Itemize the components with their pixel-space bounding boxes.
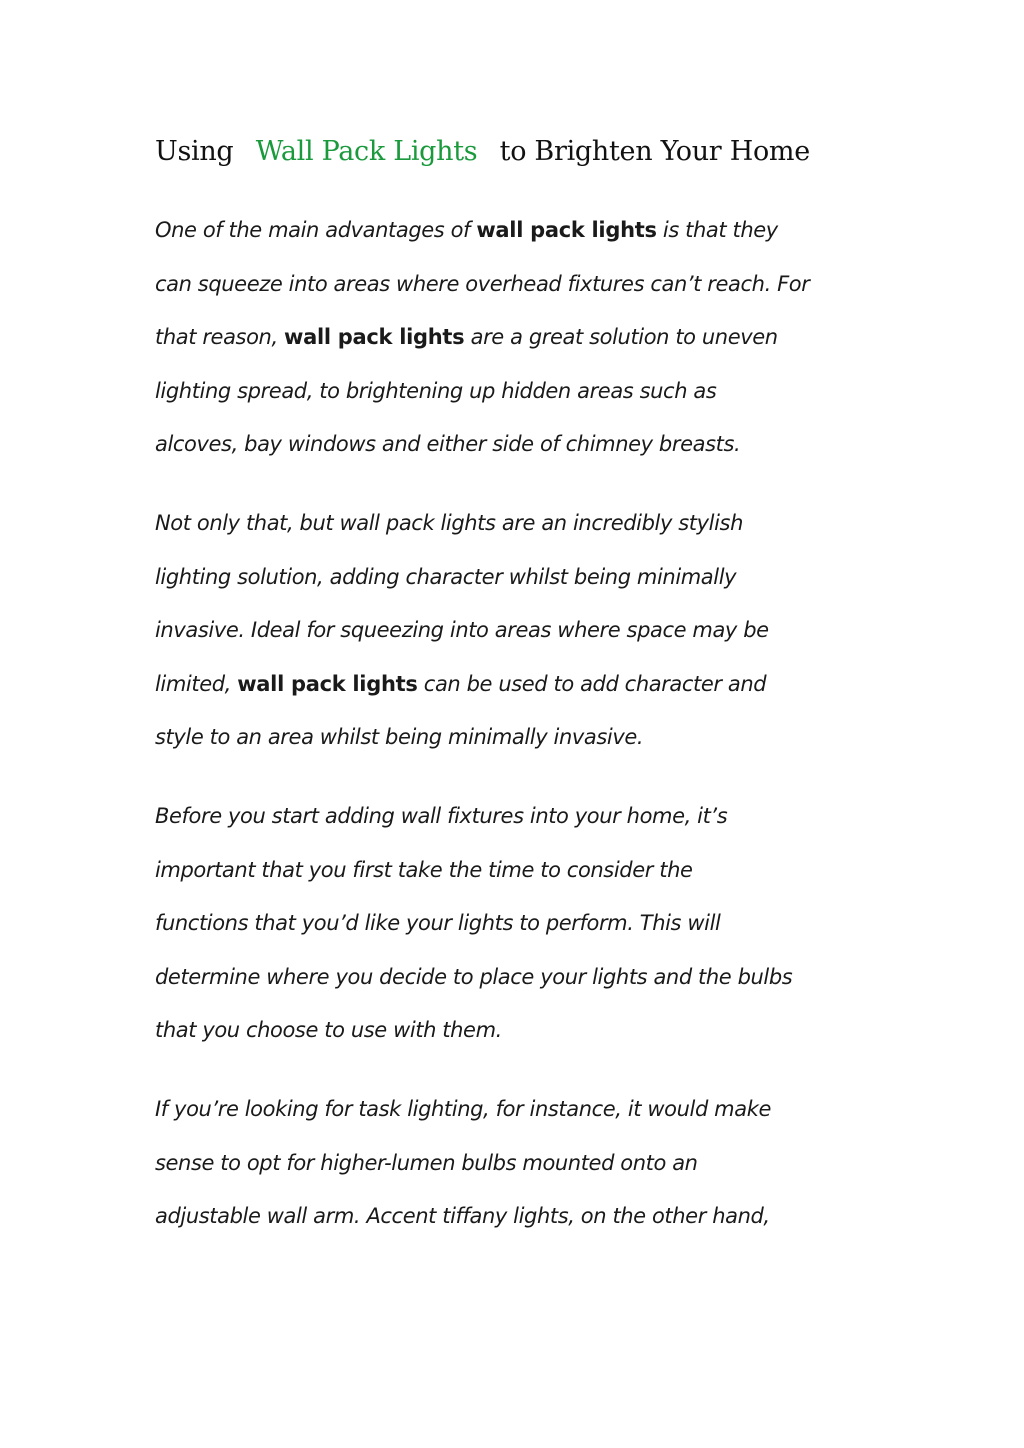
- paragraph-line: lighting solution, adding character whilst being minimally: [155, 564, 737, 589]
- title-lead: Using: [155, 136, 234, 167]
- bold-keyword: wall pack lights: [284, 325, 465, 350]
- paragraph-line: important that you first take the time to consider the: [155, 857, 693, 882]
- paragraph-line: functions that you’d like your lights to perform. This will: [155, 911, 721, 936]
- paragraph-line: Not only that, but wall pack lights are an incredibly stylish: [155, 511, 743, 535]
- paragraph-2: [155, 497, 875, 765]
- bold-keyword: wall pack lights: [476, 218, 657, 242]
- paragraph-line: that you choose to use with them.: [155, 1018, 502, 1043]
- paragraph-line: If you’re looking for task lighting, for instance, it would make: [155, 1097, 771, 1121]
- paragraph-line: limited, wall pack lights can be used to add character and: [155, 671, 767, 696]
- paragraph-4: [155, 1083, 875, 1244]
- paragraph-line: determine where you decide to place your lights and the bulbs: [155, 964, 793, 989]
- paragraph-1: [155, 204, 875, 472]
- paragraph-line: alcoves, bay windows and either side of chimney breasts.: [155, 432, 741, 457]
- title-tail: to Brighten Your Home: [499, 136, 810, 167]
- paragraph-line: sense to opt for higher-lumen bulbs mounted onto an: [155, 1150, 698, 1175]
- paragraph-line: adjustable wall arm. Accent tiffany lights, on the other hand,: [155, 1204, 770, 1229]
- paragraph-line: that reason, wall pack lights are a great solution to uneven: [155, 325, 778, 350]
- paragraph-line: Before you start adding wall fixtures into your home, it’s: [155, 804, 728, 828]
- paragraph-line: One of the main advantages of wall pack lights is that they: [155, 218, 778, 242]
- paragraph-line: lighting spread, to brightening up hidden areas such as: [155, 378, 717, 403]
- paragraph-line: style to an area whilst being minimally invasive.: [155, 725, 644, 750]
- paragraph-line: invasive. Ideal for squeezing into areas where space may be: [155, 618, 769, 643]
- paragraph-line: can squeeze into areas where overhead fixtures can’t reach. For: [155, 271, 810, 296]
- title-highlight-link[interactable]: Wall Pack Lights: [255, 136, 478, 167]
- bold-keyword: wall pack lights: [237, 671, 418, 696]
- paragraph-3: [155, 790, 875, 1058]
- document-title: [155, 132, 810, 172]
